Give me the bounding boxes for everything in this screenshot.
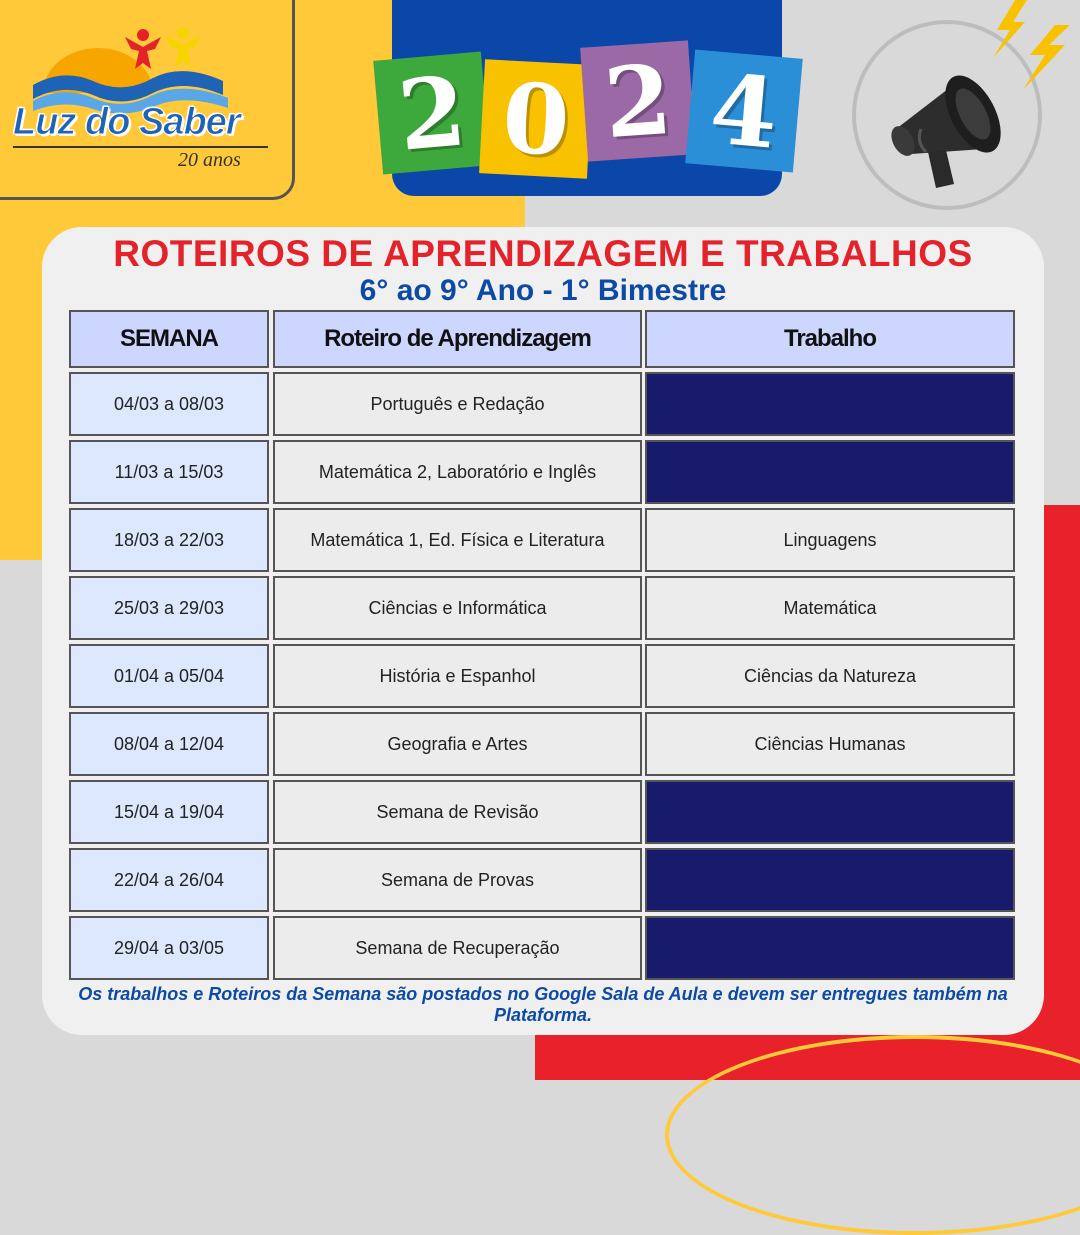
- table-cell-roteiro: Semana de Provas: [273, 848, 642, 912]
- table-cell-trabalho: Ciências da Natureza: [645, 644, 1015, 708]
- table-cell-trabalho: [645, 848, 1015, 912]
- table-cell-trabalho: Linguagens: [645, 508, 1015, 572]
- year-digit-0: 2: [373, 52, 491, 175]
- table-cell-week: 29/04 a 03/05: [69, 916, 269, 980]
- table-cell-roteiro: História e Espanhol: [273, 644, 642, 708]
- page-title: ROTEIROS DE APRENDIZAGEM E TRABALHOS: [113, 233, 973, 274]
- logo-divider: [13, 146, 268, 148]
- table-cell-week: 04/03 a 08/03: [69, 372, 269, 436]
- table-cell-week: 18/03 a 22/03: [69, 508, 269, 572]
- table-cell-trabalho: Ciências Humanas: [645, 712, 1015, 776]
- table-cell-roteiro: Geografia e Artes: [273, 712, 642, 776]
- logo-box: [0, 0, 295, 200]
- table-header-1: Roteiro de Aprendizagem: [273, 310, 642, 368]
- table-cell-roteiro: Português e Redação: [273, 372, 642, 436]
- logo-subtitle: 20 anos: [178, 149, 241, 171]
- logo-name: Luz do Saber: [13, 101, 240, 143]
- table-cell-roteiro: Semana de Revisão: [273, 780, 642, 844]
- table-cell-trabalho: Matemática: [645, 576, 1015, 640]
- table-header-2: Trabalho: [645, 310, 1015, 368]
- sun-waves-kids-logo-icon: [23, 23, 253, 113]
- table-cell-trabalho: [645, 440, 1015, 504]
- page-subtitle: 6° ao 9° Ano - 1° Bimestre: [359, 274, 727, 307]
- year-digit-1: 0: [479, 59, 593, 178]
- year-digit-3: 4: [685, 50, 803, 173]
- table-cell-roteiro: Semana de Recuperação: [273, 916, 642, 980]
- table-cell-week: 01/04 a 05/04: [69, 644, 269, 708]
- table-cell-week: 08/04 a 12/04: [69, 712, 269, 776]
- footer-note: Os trabalhos e Roteiros da Semana são postados no Google Sala de Aula e devem ser entregues também na Plataforma.: [78, 984, 1008, 1025]
- table-cell-trabalho: [645, 372, 1015, 436]
- table-cell-trabalho: [645, 916, 1015, 980]
- table-cell-trabalho: [645, 780, 1015, 844]
- table-header-0: SEMANA: [69, 310, 269, 368]
- table-cell-week: 22/04 a 26/04: [69, 848, 269, 912]
- table-cell-week: 11/03 a 15/03: [69, 440, 269, 504]
- lightning-icon: [985, 0, 1080, 100]
- table-cell-roteiro: Ciências e Informática: [273, 576, 642, 640]
- table-cell-week: 15/04 a 19/04: [69, 780, 269, 844]
- table-cell-roteiro: Matemática 2, Laboratório e Inglês: [273, 440, 642, 504]
- table-cell-roteiro: Matemática 1, Ed. Física e Literatura: [273, 508, 642, 572]
- table-cell-week: 25/03 a 29/03: [69, 576, 269, 640]
- year-digit-2: 2: [580, 40, 696, 161]
